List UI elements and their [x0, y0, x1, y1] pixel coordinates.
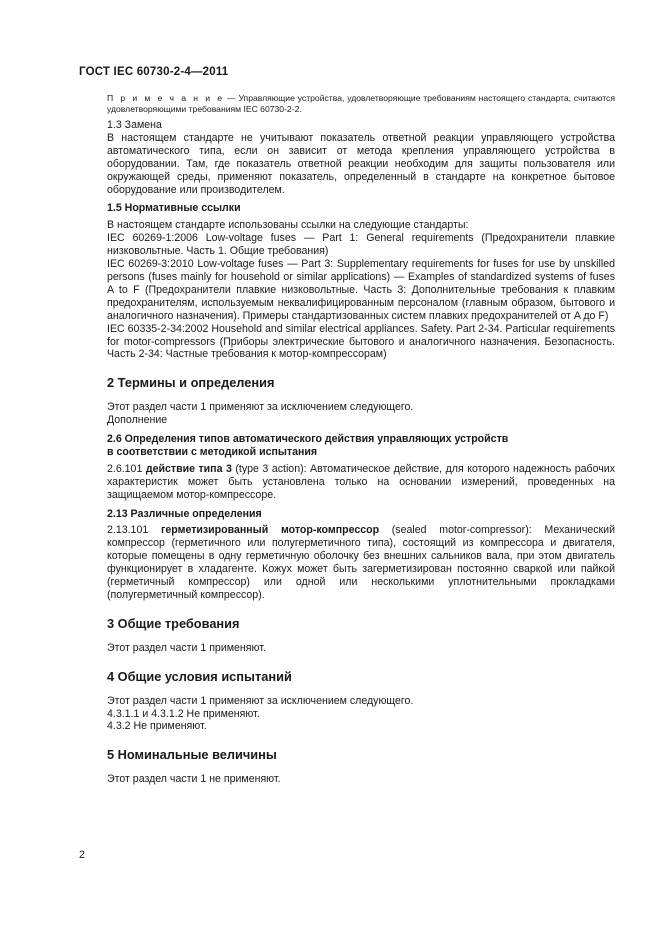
- note-label: П р и м е ч а н и е: [107, 93, 225, 103]
- section-2-text: Этот раздел части 1 применяют за исключением следующего.: [107, 401, 414, 414]
- definition-2-13-101: [107, 524, 615, 601]
- definition-text: (type 3 action): Автоматическое действие, для которого надежность рабочих характеристик может быть установлена только на основании измерений, проведенных на защищаемом мотор-компрессоре.: [107, 462, 615, 501]
- section-3-heading: 3 Общие требования: [107, 615, 240, 631]
- section-4-text: Этот раздел части 1 применяют за исключением следующего.: [107, 694, 414, 707]
- definition-term: герметизированный мотор-компрессор: [160, 524, 380, 537]
- section-5-heading: 5 Номинальные величины: [107, 747, 277, 763]
- section-1-5-intro: В настоящем стандарте использованы ссылки на следующие стандарты:: [107, 219, 469, 232]
- section-3-text: Этот раздел части 1 применяют.: [107, 641, 266, 654]
- definition-number: 2.13.101: [107, 524, 161, 537]
- section-2-6-heading-line1: 2.6 Определения типов автоматического действия управляющих устройств: [107, 433, 509, 446]
- definition-text: (sealed motor-compressor): Механический компрессор (герметичного или полугерметичного типа), состоящий из компрессора и двигателя, которые помещены в одну герметичную оболочку без внешних сальников вала, при этом двигатель функционирует в хладагенте. Кожух может быть загерметизирован постоянно сваркой или пайкой (герметичный компрессор) или одной или несколькими уплотнительными прокладками (полугерметичный компрессор).: [107, 524, 616, 601]
- definition-number: 2.6.101: [107, 462, 146, 475]
- section-2-13-heading: 2.13 Различные определения: [107, 507, 262, 520]
- section-2-6-heading: [107, 433, 615, 459]
- section-2-addition: Дополнение: [107, 414, 168, 427]
- section-1-5-heading: 1.5 Нормативные ссылки: [107, 202, 241, 215]
- section-2-6-heading-line2: в соответствии с методикой испытания: [107, 445, 318, 458]
- section-4-heading: 4 Общие условия испытаний: [107, 668, 292, 684]
- section-4-item: 4.3.2 Не применяют.: [107, 720, 207, 733]
- page-number: 2: [79, 849, 85, 861]
- reference-item: IEC 60269-3:2010 Low-voltage fuses — Part 3: Supplementary requirements for fuses for use by unskilled persons (fuses mainly for household or similar applications) — Examples of standardized systems of fuses A to F (Предохранители плавкие низковольтные. Часть 3: Дополнительные требования к плавким предохранителям, используемым неквалифицированным персоналом (главным образом, бытового и аналогичного назначения). Примеры стандартизованных систем плавких предохранителей от A до F): [107, 258, 615, 322]
- section-5-text: Этот раздел части 1 не применяют.: [107, 773, 281, 786]
- reference-item: IEC 60269-1:2006 Low-voltage fuses — Part 1: General requirements (Предохранители плавкие низковольтные. Часть 1. Общие требования): [107, 232, 615, 258]
- document-header: ГОСТ IEC 60730-2-4—2011: [79, 66, 229, 78]
- section-1-3-text: В настоящем стандарте не учитывают показатель ответной реакции управляющего устройства автоматического типа, если он зависит от метода крепления управляющего устройства в оборудовании. Там, где показатель ответной реакции необходим для защиты пользователя или окружающей среды, применяют показатель, определенный в стандарте на конкретное бытовое оборудование или производителем.: [107, 131, 615, 196]
- definition-term: действие типа 3: [145, 462, 232, 475]
- reference-item: IEC 60335-2-34:2002 Household and similar electrical appliances. Safety. Part 2-34. Particular requirements for motor-compressors (Приборы электрические бытового и аналогичного назначения. Безопасность. Часть 2-34: Частные требования к мотор-компрессорам): [107, 322, 615, 361]
- section-1-3-heading: 1.3 Замена: [107, 119, 162, 131]
- section-2-heading: 2 Термины и определения: [107, 375, 275, 391]
- definition-2-6-101: [107, 463, 615, 502]
- note: [107, 93, 615, 115]
- section-4-item: 4.3.1.1 и 4.3.1.2 Не применяют.: [107, 707, 260, 720]
- document-body: [107, 93, 615, 786]
- note-text: — Управляющие устройства, удовлетворяющие требованиям настоящего стандарта, считаются удовлетворяющими требованиям IEC 60730-2-2.: [107, 93, 616, 114]
